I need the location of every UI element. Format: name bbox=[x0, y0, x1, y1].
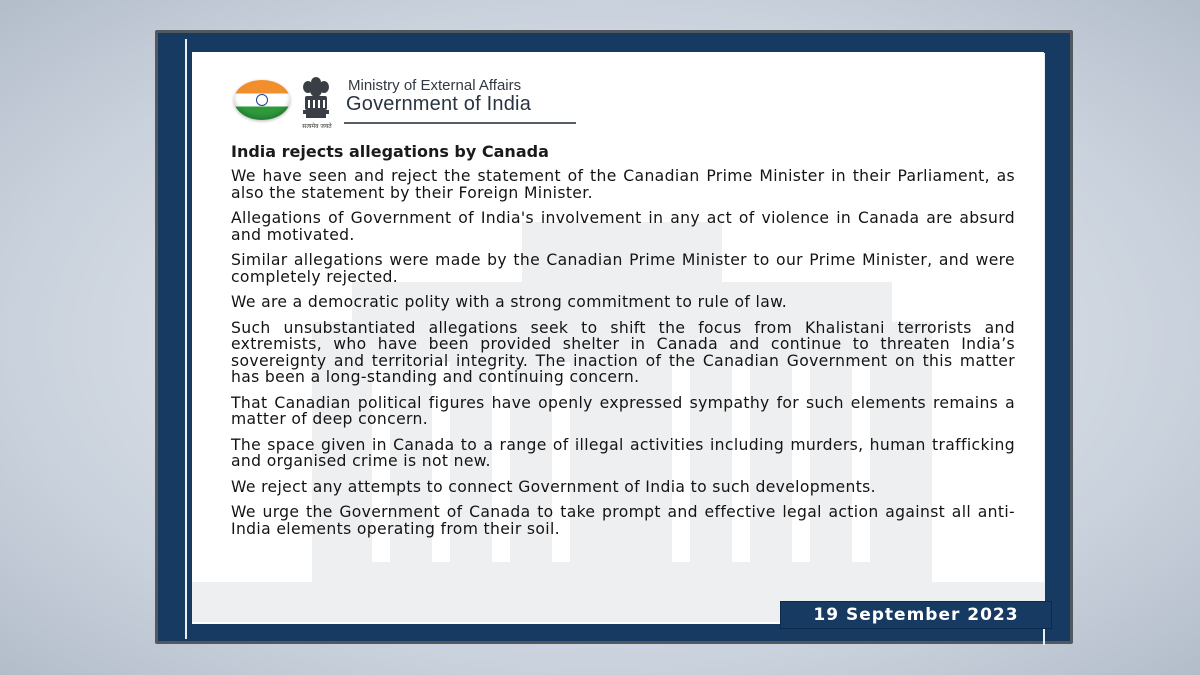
paragraph: We reject any attempts to connect Government of India to such developments. bbox=[231, 477, 876, 496]
frame-accent-line-left bbox=[185, 39, 187, 639]
header-underline bbox=[344, 122, 576, 124]
paragraph: Allegations of Government of India's involvement in any act of violence in Canada are absurd and motivated. bbox=[231, 209, 1015, 244]
statement-body bbox=[231, 168, 1015, 546]
paragraph: The space given in Canada to a range of illegal activities including murders, human trafficking and organised crime is not new. bbox=[231, 435, 1015, 470]
paragraph: We urge the Government of Canada to take prompt and effective legal action against all anti-India elements operating from their soil. bbox=[231, 503, 1015, 538]
paragraph: We have seen and reject the statement of the Canadian Prime Minister in their Parliament, as also the statement by their Foreign Minister. bbox=[231, 167, 1015, 202]
date-badge: 19 September 2023 bbox=[780, 601, 1052, 629]
ashoka-chakra-icon bbox=[256, 94, 268, 106]
statement-frame bbox=[155, 30, 1073, 644]
paragraph: Such unsubstantiated allegations seek to shift the focus from Khalistani terrorists and extremists, who have been provided shelter in Canada and continue to threaten India’s sovereignty and territorial integrity. The inaction of the Canadian Government on this matter has been a long-standing and continuing concern. bbox=[231, 318, 1015, 386]
ministry-name: Ministry of External Affairs bbox=[348, 77, 522, 94]
paragraph: That Canadian political figures have openly expressed sympathy for such elements remains a matter of deep concern. bbox=[231, 393, 1015, 428]
emblem-motto: सत्यमेव जयते bbox=[302, 123, 332, 130]
government-name: Government of India bbox=[346, 93, 532, 115]
paragraph: Similar allegations were made by the Canadian Prime Minister to our Prime Minister, and were completely rejected. bbox=[231, 251, 1015, 286]
statement-title: India rejects allegations by Canada bbox=[231, 142, 549, 161]
india-flag-icon bbox=[234, 80, 290, 120]
statement-card bbox=[192, 52, 1044, 624]
paragraph: We are a democratic polity with a strong commitment to rule of law. bbox=[231, 293, 788, 311]
